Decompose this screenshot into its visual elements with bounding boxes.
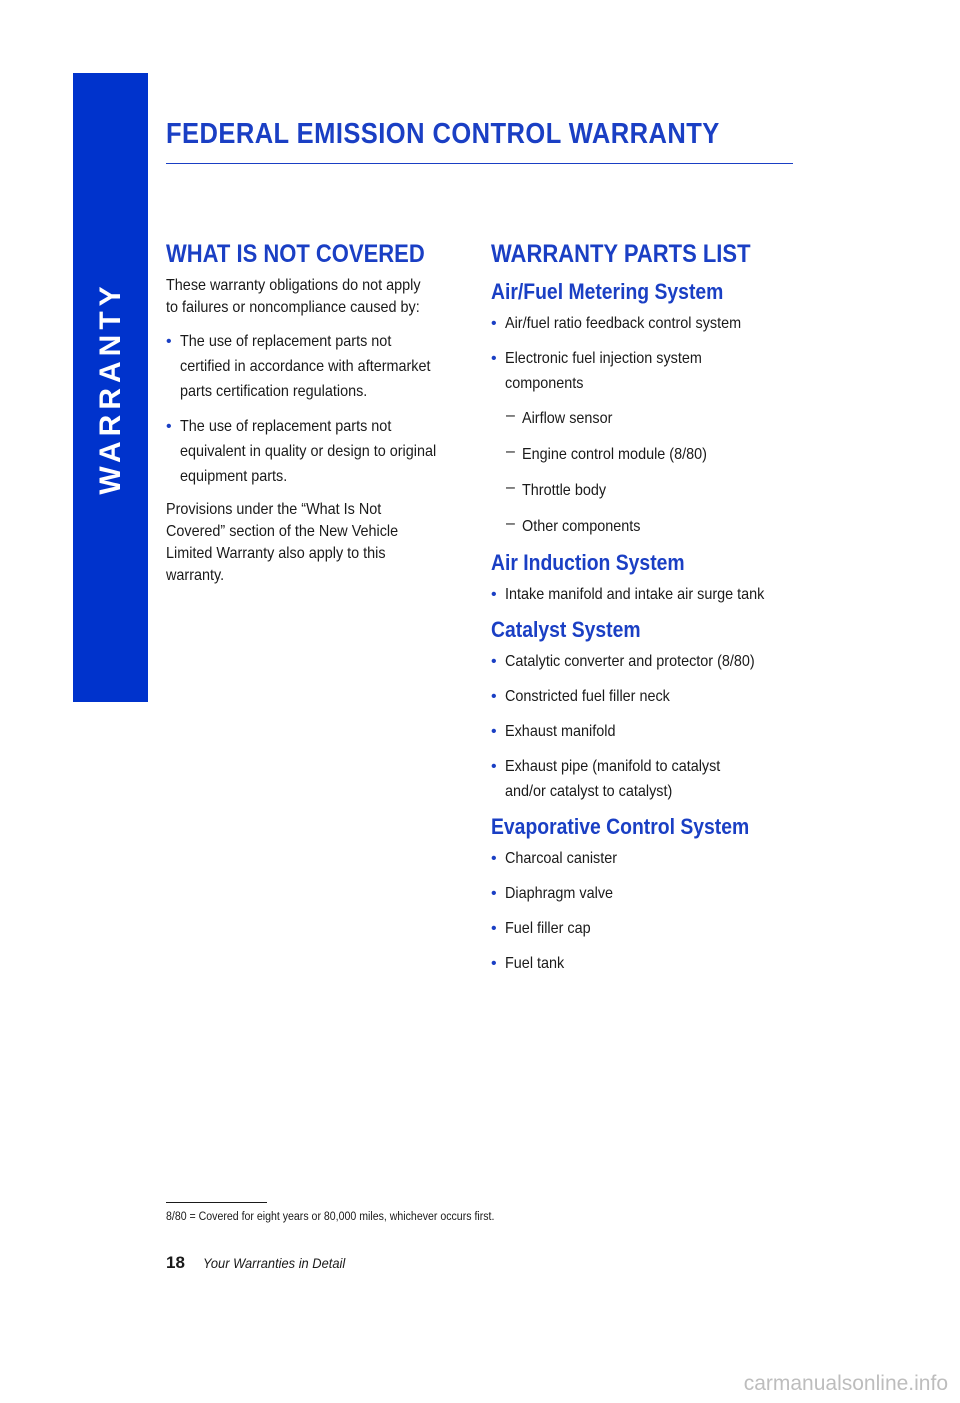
footnote-divider (166, 1202, 267, 1203)
dash-icon: – (506, 407, 515, 424)
evaporative-control-list (491, 846, 811, 976)
bullet-icon: • (166, 333, 172, 350)
list-item: • Diaphragm valve (491, 881, 811, 906)
subheading-air-fuel-metering: Air/Fuel Metering System (491, 279, 724, 304)
exclusions-list (166, 329, 466, 489)
section-heading-not-covered: WHAT IS NOT COVERED (166, 240, 425, 268)
list-item: • Catalytic converter and protector (8/80) (491, 649, 811, 674)
provisions-text: Provisions under the “What Is Not Covered” section of the New Vehicle Limited Warranty also apply to this warranty. (166, 501, 399, 584)
side-tab-label: WARRANTY (94, 281, 127, 495)
footnote: 8/80 = Covered for eight years or 80,000 miles, whichever occurs first. (166, 1211, 495, 1223)
intro-text: These warranty obligations do not apply to failures or noncompliance caused by: (166, 277, 421, 316)
list-item: • Fuel filler cap (491, 916, 811, 941)
right-column (491, 240, 811, 986)
subheading-air-induction: Air Induction System (491, 550, 685, 575)
page-title: FEDERAL EMISSION CONTROL WARRANTY (166, 118, 720, 150)
bullet-icon: • (491, 850, 497, 867)
list-item: • Fuel tank (491, 951, 811, 976)
bullet-icon: • (491, 688, 497, 705)
bullet-icon: • (166, 418, 172, 435)
air-induction-list (491, 582, 811, 607)
watermark: carmanualsonline.info (743, 1372, 948, 1395)
section-heading-parts-list: WARRANTY PARTS LIST (491, 240, 751, 268)
bullet-icon: • (491, 955, 497, 972)
sub-list-item: – Other components (491, 514, 811, 539)
bullet-icon: • (491, 653, 497, 670)
air-fuel-metering-list (491, 311, 811, 539)
list-item: • Exhaust manifold (491, 719, 811, 744)
dash-icon: – (506, 515, 515, 532)
bullet-icon: • (491, 758, 497, 775)
bullet-icon: • (491, 586, 497, 603)
footer-title: Your Warranties in Detail (203, 1255, 346, 1271)
sub-list-item: – Airflow sensor (491, 406, 811, 431)
page-number: 18 (166, 1253, 185, 1272)
bullet-icon: • (491, 723, 497, 740)
catalyst-list (491, 649, 811, 804)
subheading-evaporative-control: Evaporative Control System (491, 814, 750, 839)
bullet-icon: • (491, 315, 497, 332)
list-item: • Intake manifold and intake air surge tank (491, 582, 811, 607)
dash-icon: – (506, 479, 515, 496)
title-divider (166, 163, 793, 164)
left-column (166, 240, 466, 597)
sub-list-item: – Engine control module (8/80) (491, 442, 811, 467)
list-item: • Charcoal canister (491, 846, 811, 871)
list-item: • The use of replacement parts not equivalent in quality or design to original equipment parts. (166, 414, 466, 489)
list-item: • The use of replacement parts not certified in accordance with aftermarket parts certification regulations. (166, 329, 466, 404)
bullet-icon: • (491, 350, 497, 367)
list-item: • Air/fuel ratio feedback control system (491, 311, 811, 336)
bullet-icon: • (491, 920, 497, 937)
list-item: • Constricted fuel filler neck (491, 684, 811, 709)
list-item: • Exhaust pipe (manifold to catalyst and/or catalyst to catalyst) (491, 754, 811, 804)
bullet-icon: • (491, 885, 497, 902)
list-item: • Electronic fuel injection system components (491, 346, 811, 396)
sub-list-item: – Throttle body (491, 478, 811, 503)
dash-icon: – (506, 443, 515, 460)
subheading-catalyst: Catalyst System (491, 617, 641, 642)
